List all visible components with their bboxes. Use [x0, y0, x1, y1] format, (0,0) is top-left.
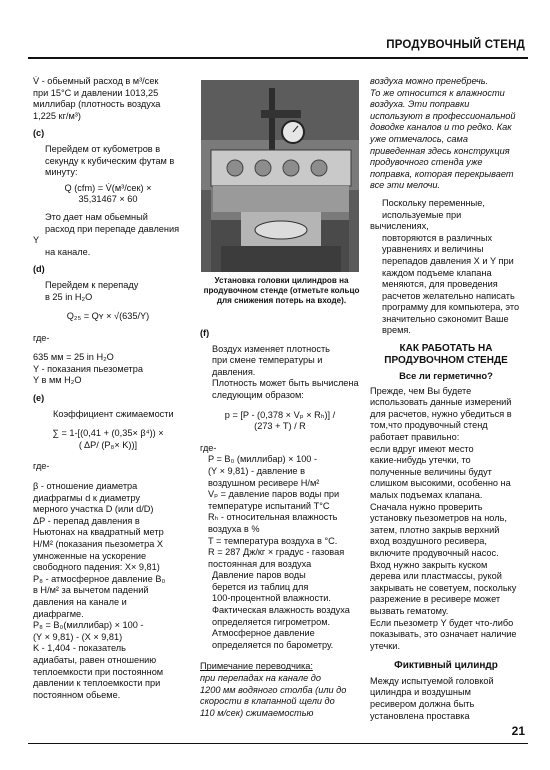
text-line: 100-процентной влажности. [212, 593, 331, 604]
text-line: секунду к кубическим футам в [45, 155, 175, 166]
section-f-defs [200, 454, 360, 570]
text-line: повторяются в различных [382, 232, 493, 243]
text-line: постоянная для воздуха [208, 558, 312, 569]
section-e-defs [33, 481, 183, 701]
text-line: скорости в клапанной щели до [200, 696, 335, 707]
text-line: использовать данные измерений [370, 397, 512, 408]
text-line: вызвать гематому. [370, 605, 449, 616]
text-line: в Н/м² за вычетом падений [33, 585, 149, 596]
text-line: поправка, которая перекрывает [370, 168, 514, 179]
translator-note [200, 673, 360, 719]
text-line: мерного участка D (или d/D) [33, 504, 154, 515]
where-e: где- [33, 461, 50, 472]
text-line: каждом подъеме клапана [382, 267, 492, 278]
text-line: берется из таблиц для [212, 581, 309, 592]
text-line: КАК РАБОТАТЬ НА [399, 343, 493, 355]
text-line: Vₚ = давление паров воды при [208, 489, 340, 500]
text-line: включите продувочный насос. [370, 547, 499, 558]
formula-density [200, 410, 360, 433]
section-f-label: (f) [200, 328, 210, 338]
text-line: используемые при вычислениях, [370, 209, 464, 232]
text-line: воздушном ресивере Н/м² [208, 477, 320, 488]
text-line: минуту: [45, 167, 78, 178]
text-line: 35,31467 × 60 [78, 194, 138, 205]
text-line: в 25 in H₂O [45, 291, 93, 302]
heading-how-to-use [370, 343, 522, 366]
text-line: приведенная здесь конструкция [370, 145, 510, 156]
text-line: воздуха в % [208, 523, 260, 534]
header-rule [28, 57, 528, 59]
text-line: Перейдем к перепаду [45, 279, 139, 290]
text-line: разрежение в ресивере может [370, 594, 501, 605]
translator-note-continued [370, 76, 522, 192]
text-line: свободного падения: X× 9,81) [33, 562, 160, 573]
text-line: Фактическая влажность воздуха [212, 605, 350, 616]
text-line: Вход нужно закрыть куском [370, 559, 488, 570]
text-line: Атмосферное давление [212, 628, 315, 639]
text-line: P₈ = B₀(миллибар) × 100 - [33, 620, 144, 631]
text-line: расход при перепаде давления Y [33, 223, 182, 246]
section-d-defs [33, 352, 183, 387]
text-line: То же относится к влажности [370, 87, 505, 98]
section-d-text [33, 280, 183, 303]
text-line: дерева или пластмассы, рукой [370, 571, 502, 582]
text-line: установлена проставка [370, 710, 470, 721]
page-number: 21 [511, 724, 525, 738]
footer-rule [28, 743, 528, 744]
text-line: 110 м/сек) сжимаемостью [200, 707, 314, 718]
text-line: (273 + T) / R [254, 421, 306, 432]
text-line: давлении к теплоемкости при [33, 678, 161, 689]
text-line: Y в мм H₂O [33, 375, 82, 386]
text-line: умноженные на ускорение [33, 550, 147, 561]
text-line: цилиндра и воздушным [370, 687, 471, 698]
text-line: R = 287 Дж/кг × градус - газовая [208, 547, 345, 558]
text-line: для расчетов, нужно убедиться в [370, 408, 512, 419]
cylinder-head-photo [201, 80, 359, 272]
formula-cfm [33, 183, 183, 206]
text-line: постоянном обьеме. [33, 689, 121, 700]
text-line: если вдруг имеют место [370, 443, 474, 454]
text-line: Поскольку переменные, [382, 197, 485, 208]
text-line: значительно сэкономит Ваше [382, 313, 509, 324]
text-line: показывать, это означает наличие [370, 629, 517, 640]
text-line: T = температура воздуха в °C. [208, 535, 338, 546]
computer-paragraph [370, 198, 522, 337]
text-line: на канале. [45, 246, 91, 257]
section-c-text [33, 144, 183, 179]
text-line: закрывать не советуем, поскольку [370, 582, 517, 593]
text-line: меняются, для проведения [382, 279, 498, 290]
text-line: уже отмечалось, сама [370, 133, 468, 144]
where-f: где- [200, 442, 217, 453]
where-d: где- [33, 332, 50, 343]
text-line: ПРОДУВОЧНОМ СТЕНДЕ [384, 354, 508, 366]
text-line: ( ΔP/ (P₈× K))] [78, 439, 138, 450]
dummy-cylinder-paragraph [370, 676, 522, 722]
intro-block [33, 76, 183, 122]
column-middle [200, 328, 360, 719]
text-line: Ньютонах на квадратный метр [33, 527, 164, 538]
text-line: Между испытуемой головкой [370, 675, 494, 686]
text-line: программу для компьютера, это [382, 302, 520, 313]
text-line: Y - показания пьезометра [33, 363, 143, 374]
text-line: Сначала нужно проверить [370, 501, 483, 512]
text-line: утечки. [370, 640, 400, 651]
text-line: время. [382, 325, 411, 336]
heading-dummy-cylinder: Фиктивный цилиндр [394, 660, 498, 672]
text-line: при перепадах на канале до [200, 673, 321, 684]
column-left [33, 76, 183, 701]
text-line: 1200 мм водяного столба (или до [200, 684, 347, 695]
text-line: работает правильно: [370, 432, 460, 443]
text-line: теплоемкости при постоянном [33, 666, 164, 677]
text-line: уравнениях и величины [382, 244, 484, 255]
section-f-text [200, 344, 360, 402]
text-line: давления на канале и [33, 596, 127, 607]
section-e-label: (e) [33, 393, 45, 404]
text-line: β - отношение диаметра [33, 481, 138, 492]
section-e-text: Коэффициент сжимаемости [53, 408, 174, 419]
text-line: 635 мм = 25 in H₂O [33, 352, 114, 363]
photo-caption: Установка головки цилиндров на продувочном стенде (отметьте кольцо для снижения потерь на входе). [203, 276, 360, 305]
text-line: диафрагмы d к диаметру [33, 492, 140, 503]
text-line: установку пьезометров на ноль, [370, 513, 507, 524]
text-line: используют в профессиональной [370, 110, 516, 121]
text-line: ∑ = 1-[(0,41 + (0,35× β⁴)) × [52, 428, 164, 439]
text-line: определяется гигрометром. [212, 616, 331, 627]
text-line: Перейдем от кубометров в [45, 143, 161, 154]
text-line: Rₕ - относительная влажность [208, 512, 338, 523]
text-line: Плотность может быть вычислена [212, 378, 359, 389]
text-line: Давление паров воды [212, 570, 306, 581]
text-line: ресивером должна быть [370, 699, 475, 709]
text-line: расчетов желательно написать [382, 290, 515, 301]
text-line: K - 1,404 - показатель [33, 643, 126, 654]
text-line: малых подъемах клапана. [370, 490, 483, 500]
text-line: при 15°С и давлении 1013,25 [33, 87, 159, 98]
text-line: Воздух изменяет плотность [212, 343, 330, 354]
text-line: P = B₀ (миллибар) × 100 - [208, 454, 318, 465]
text-line: при смене температуры и [212, 355, 323, 366]
text-line: все эти мелочи. [370, 180, 441, 191]
vapor-paragraph [200, 570, 360, 651]
text-line: доводке каналов и то редко. Как [370, 122, 512, 133]
text-line: продувочного стенда уже [370, 157, 483, 168]
text-line: слишком высокими, особенно на [370, 478, 511, 489]
text-line: Это дает нам обьемный [45, 211, 148, 222]
text-line: затем, плотно закрыв верхний [370, 524, 500, 535]
text-line: диафрагме. [33, 608, 84, 619]
text-line: Если пьезометр Y будет что-либо [370, 617, 514, 628]
formula-q25: Q₂₅ = Qʏ × √(635/Y) [66, 311, 150, 322]
text-line: (Y × 9,81) - давление в [208, 465, 305, 476]
text-line: p = [P - (0,378 × Vₚ × Rₕ)] / [224, 409, 336, 420]
text-line: следующим образом: [212, 389, 304, 400]
section-d-label: (d) [33, 264, 45, 275]
text-line: давления. [212, 366, 256, 377]
text-line: (Y × 9,81) - (X × 9,81) [33, 631, 123, 642]
text-line: Q (cfm) = V̇(м³/сек) × [64, 182, 152, 193]
text-line: какие-нибудь утечки, то [370, 455, 471, 466]
section-c-label: (c) [33, 128, 45, 139]
formula-compressibility [33, 428, 183, 451]
translator-note-heading: Примечание переводчика: [200, 661, 313, 672]
text-line: ΔP - перепад давления в [33, 515, 140, 526]
subheading-leaks: Все ли герметично? [399, 370, 493, 382]
text-line: температуре испытаний T°C [208, 500, 330, 511]
text-line: 1,225 кг/м³) [33, 110, 81, 121]
text-line: воздуха. Эти поправки [370, 99, 470, 110]
text-line: воздуха можно пренебречь. [370, 76, 489, 86]
leak-check-paragraph [370, 386, 522, 653]
text-line: перепадов давления X и Y при [382, 255, 514, 266]
text-line: адиабаты, равен отношению [33, 654, 157, 665]
text-line: полученные величины будут [370, 466, 492, 477]
text-line: Прежде, чем Вы будете [370, 385, 472, 396]
text-line: том,что продувочный стенд [370, 420, 488, 431]
text-line: V̇ - обьемный расход в м³/сек [33, 76, 159, 86]
text-line: Н/М² (показания пьезометра X [33, 539, 163, 549]
section-c-after [33, 212, 183, 258]
text-line: вход воздушного ресивера, [370, 536, 487, 547]
text-line: определяется по барометру. [212, 639, 334, 650]
text-line: P₈ - атмосферное давление B₀ [33, 573, 166, 584]
column-right [370, 76, 522, 722]
text-line: миллибар (плотность воздуха [33, 99, 161, 110]
page-header-title: ПРОДУВОЧНЫЙ СТЕНД [386, 39, 525, 51]
